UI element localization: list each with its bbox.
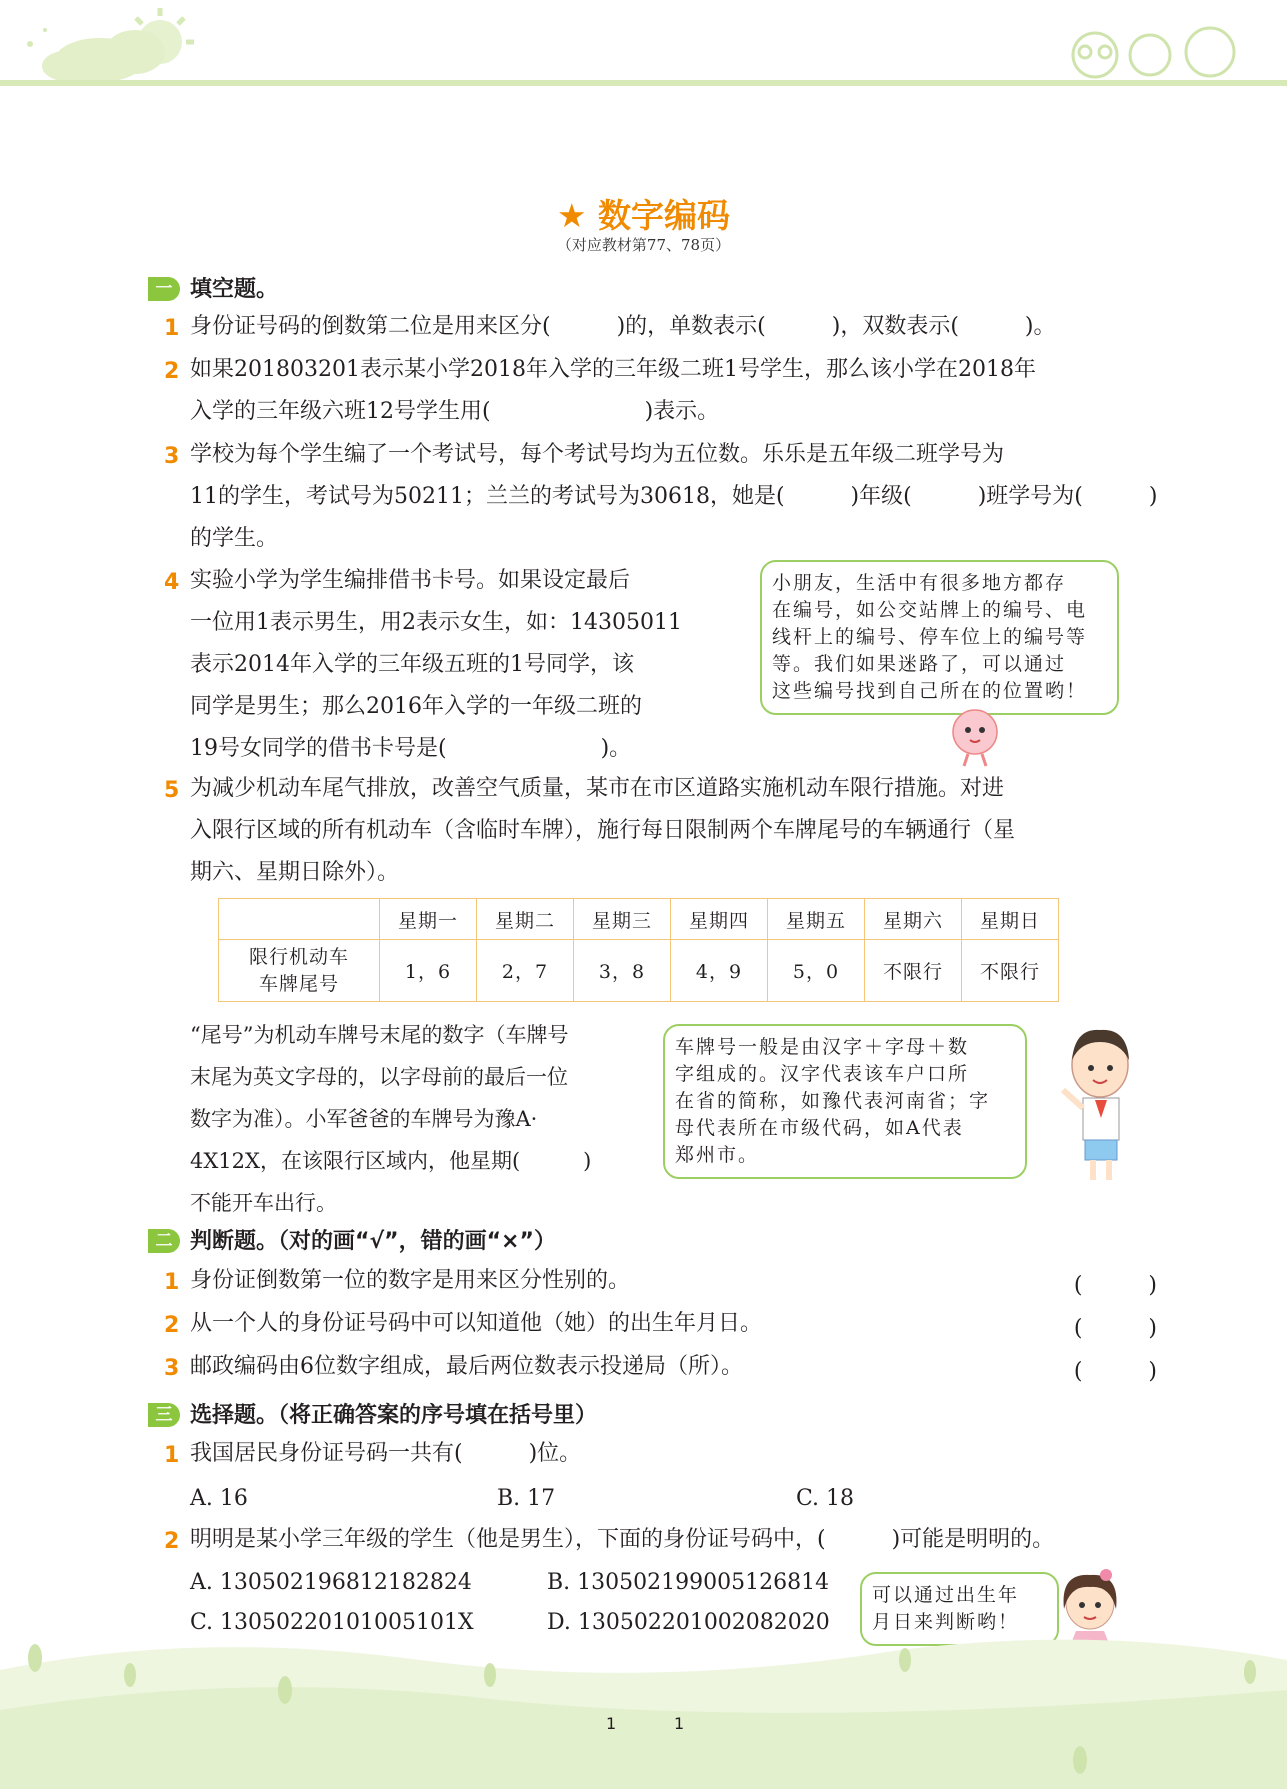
question-text: 从一个人的身份证号码中可以知道他（她）的出生年月日。	[190, 1311, 763, 1336]
tip-line: 月日来判断哟！	[872, 1611, 1020, 1633]
option-c[interactable]: C. 18	[796, 1486, 855, 1511]
restriction-table	[218, 898, 1059, 1002]
tip-line: 在编号，如公交站牌上的编号、电	[772, 599, 1088, 621]
table-header-cell: 星期三	[574, 899, 671, 940]
question-text: 4X12X，在该限行区域内，他星期( )	[190, 1149, 592, 1173]
page-number: 1	[674, 1714, 685, 1733]
question-number: 2	[164, 359, 180, 384]
question-text: 同学是男生；那么2016年入学的一年级二班的	[190, 694, 642, 719]
option-c[interactable]: C. 13050220101005101X	[190, 1610, 474, 1635]
table-header-cell: 星期一	[380, 899, 477, 940]
section-badge: 二	[148, 1229, 180, 1253]
question-text: 期六、星期日除外）。	[190, 860, 400, 885]
question-text: “尾号”为机动车牌号末尾的数字（车牌号	[190, 1023, 569, 1047]
question-text: 学校为每个学生编了一个考试号，每个考试号均为五位数。乐乐是五年级二班学号为	[190, 442, 1005, 467]
tip-line: 可以通过出生年	[872, 1584, 1020, 1606]
question-text: 身份证号码的倒数第二位是用来区分( )的，单数表示( )，双数表示( )。	[190, 314, 1056, 339]
question-text: 入限行区域的所有机动车（含临时车牌），施行每日限制两个车牌尾号的车辆通行（星	[190, 818, 1016, 843]
section-choice	[148, 1398, 597, 1429]
section-label: 判断题。（对的画“√”，错的画“×”）	[190, 1229, 556, 1254]
option-a[interactable]: A. 130502196812182824	[190, 1570, 472, 1595]
question-number: 3	[164, 444, 180, 469]
question-text: 一位用1表示男生，用2表示女生，如：14305011	[190, 610, 682, 635]
option-b[interactable]: B. 130502199005126814	[547, 1570, 830, 1595]
table-header-cell: 星期四	[671, 899, 768, 940]
section-fill	[148, 272, 278, 303]
section-badge: 三	[148, 1403, 180, 1427]
question-number: 3	[164, 1356, 180, 1381]
page-subtitle: （对应教材第77、78页）	[556, 236, 731, 254]
question-number: 1	[164, 1443, 180, 1468]
table-cell: 2，7	[477, 940, 574, 1002]
question-text: 为减少机动车尾气排放，改善空气质量，某市在市区道路实施机动车限行措施。对进	[190, 776, 1005, 801]
animal-faces-icon	[1073, 28, 1234, 77]
page-title: ★ 数字编码	[556, 196, 731, 235]
tip-line: 母代表所在市级代码，如A代表	[675, 1117, 964, 1139]
table-header-cell: 星期五	[768, 899, 865, 940]
section-label: 填空题。	[190, 277, 279, 302]
table-cell: 4，9	[671, 940, 768, 1002]
question-text: 如果201803201表示某小学2018年入学的三年级二班1号学生，那么该小学在2018年	[190, 357, 1036, 382]
table-header-cell: 星期二	[477, 899, 574, 940]
section-judge	[148, 1224, 556, 1255]
question-number: 5	[164, 778, 180, 803]
page-number: 1	[606, 1714, 617, 1733]
question-text: 实验小学为学生编排借书卡号。如果设定最后	[190, 568, 631, 593]
table-cell: 1，6	[380, 940, 477, 1002]
question-text: 末尾为英文字母的，以字母前的最后一位	[190, 1065, 568, 1089]
table-header-cell	[219, 899, 380, 940]
tip-bubble	[760, 560, 1119, 715]
row-label-line: 限行机动车	[248, 945, 349, 968]
table-cell: 不限行	[865, 940, 962, 1002]
option-a[interactable]: A. 16	[190, 1486, 248, 1511]
question-text: 数字为准）。小军爸爸的车牌号为豫A·	[190, 1107, 538, 1131]
option-b[interactable]: B. 17	[497, 1486, 556, 1511]
top-divider	[0, 80, 1287, 86]
tip-bubble	[663, 1024, 1027, 1179]
question-text: 入学的三年级六班12号学生用( )表示。	[190, 399, 720, 424]
answer-parentheses[interactable]: ( )	[1073, 1359, 1157, 1384]
table-row	[219, 940, 1059, 1002]
star-icon: ★	[556, 196, 587, 235]
table-cell: 5，0	[768, 940, 865, 1002]
question-number: 1	[164, 316, 180, 341]
landscape-decoration	[0, 1630, 1287, 1789]
table-header-row	[219, 899, 1059, 940]
question-text: 明明是某小学三年级的学生（他是男生），下面的身份证号码中，( )可能是明明的。	[190, 1527, 1055, 1552]
tip-line: 等。我们如果迷路了，可以通过	[772, 653, 1067, 675]
option-d[interactable]: D. 130502201002082020	[547, 1610, 830, 1635]
question-number: 2	[164, 1313, 180, 1338]
question-text: 表示2014年入学的三年级五班的1号同学，该	[190, 652, 634, 677]
tip-line: 小朋友，生活中有很多地方都存	[772, 572, 1067, 594]
table-cell: 不限行	[962, 940, 1059, 1002]
question-text: 的学生。	[190, 526, 279, 551]
question-text: 邮政编码由6位数字组成，最后两位数表示投递局（所）。	[190, 1354, 743, 1379]
question-number: 1	[164, 1270, 180, 1295]
table-row-label	[219, 940, 380, 1002]
tip-line: 线杆上的编号、停车位上的编号等	[772, 626, 1088, 648]
tip-line: 车牌号一般是由汉字＋字母＋数	[675, 1036, 970, 1058]
question-text: 不能开车出行。	[190, 1191, 337, 1215]
row-label-line: 车牌尾号	[258, 972, 339, 995]
question-text: 身份证倒数第一位的数字是用来区分性别的。	[190, 1268, 631, 1293]
tip-line: 这些编号找到自己所在的位置哟！	[772, 680, 1088, 702]
cartoon-mascot-icon	[940, 700, 1010, 770]
tip-line: 在省的简称，如豫代表河南省；字	[675, 1090, 991, 1112]
question-number: 2	[164, 1529, 180, 1554]
question-number: 4	[164, 570, 180, 595]
answer-parentheses[interactable]: ( )	[1073, 1316, 1157, 1341]
section-badge: 一	[148, 277, 180, 301]
table-header-cell: 星期六	[865, 899, 962, 940]
question-text: 我国居民身份证号码一共有( )位。	[190, 1441, 582, 1466]
answer-parentheses[interactable]: ( )	[1073, 1273, 1157, 1298]
table-cell: 3，8	[574, 940, 671, 1002]
boy-cartoon-icon	[1055, 1020, 1145, 1190]
question-text: 11的学生，考试号为50211；兰兰的考试号为30618，她是( )年级( )班学号为( )	[190, 484, 1158, 509]
cloud-icon	[42, 30, 165, 82]
table-header-cell: 星期日	[962, 899, 1059, 940]
question-text: 19号女同学的借书卡号是( )。	[190, 736, 632, 761]
tip-line: 字组成的。汉字代表该车户口所	[675, 1063, 970, 1085]
tip-line: 郑州市。	[675, 1144, 760, 1166]
section-label: 选择题。（将正确答案的序号填在括号里）	[190, 1403, 598, 1428]
